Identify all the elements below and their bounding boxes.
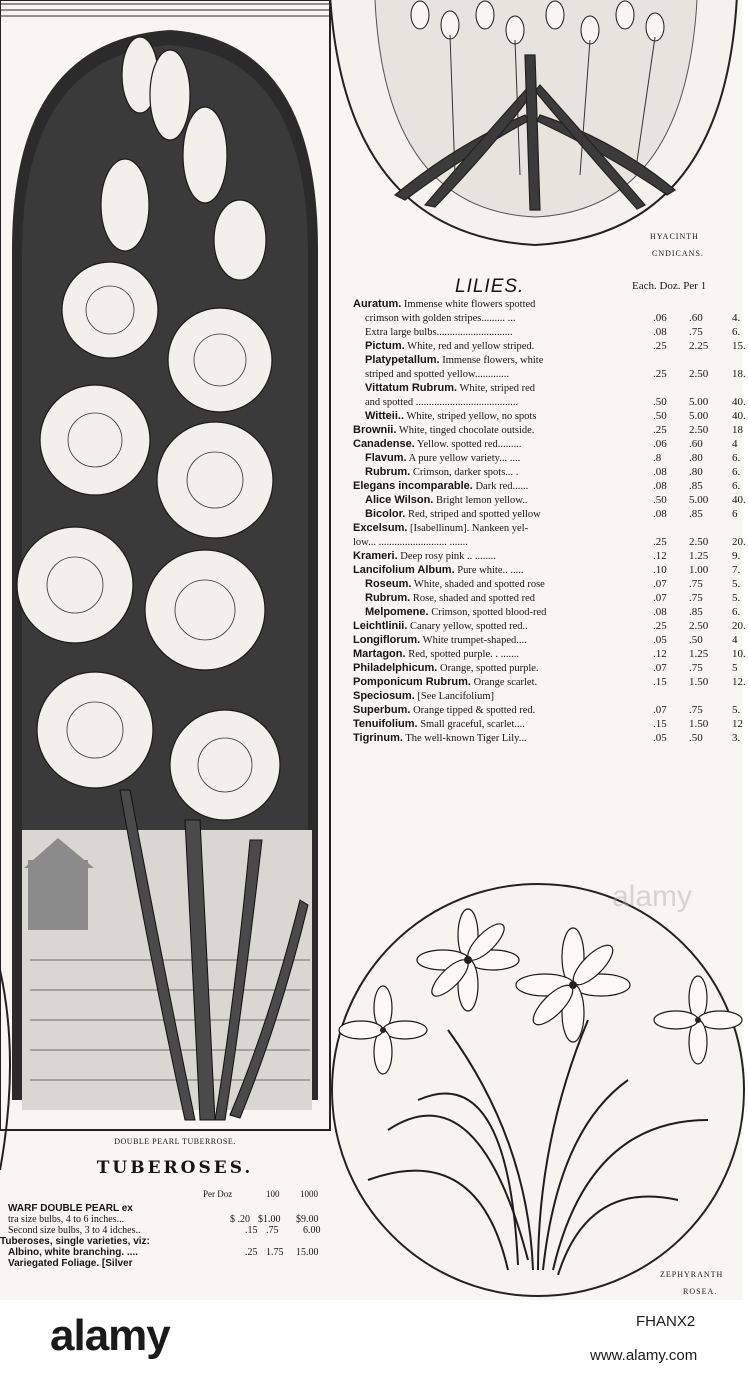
tuberoses-header-per-doz: Per Doz (203, 1189, 233, 1199)
lily-row: Pictum. White, red and yellow striped. .25 2.25 15. (365, 340, 746, 352)
tuberose-caption: DOUBLE PEARL TUBERROSE. (114, 1137, 236, 1146)
stock-watermark: alamy (612, 880, 693, 913)
lily-row: Tenuifolium. Small graceful, scarlet.... .15 1.50 12 (353, 718, 743, 730)
lily-row: Excelsum. [Isabellinum]. Nankeen yel- (353, 522, 529, 534)
zephyranthes-caption-line-2: ROSEA. (683, 1287, 718, 1296)
lily-row: Extra large bulbs............................. .08 .75 6. (365, 326, 741, 338)
tuberoses-row: Second size bulbs, 3 to 4 idches.. .15 .75 6.00 (8, 1225, 321, 1236)
lily-row: Platypetallum. Immense flowers, white (365, 354, 544, 366)
lily-row: Elegans incomparable. Dark red...... .08 .85 6. (353, 480, 741, 492)
lily-row: Witteii.. White, striped yellow, no spots .50 5.00 40. (365, 410, 746, 422)
lily-row: crimson with golden stripes......... ... .06 .60 4. (365, 312, 741, 324)
lily-row: Bicolor. Red, striped and spotted yellow .08 .85 6 (365, 508, 738, 520)
tuberoses-header-1000: 1000 (300, 1189, 318, 1199)
lilies-heading: LILIES. (455, 276, 525, 297)
lily-row: Krameri. Deep rosy pink .. ........ .12 1.25 9. (353, 550, 741, 562)
lily-row: and spotted ....................................... .50 5.00 40. (365, 396, 746, 408)
tuberoses-row: WARF DOUBLE PEARL ex (8, 1203, 133, 1214)
lily-row: Alice Wilson. Bright lemon yellow.. .50 5.00 40. (365, 494, 746, 506)
zephyranthes-illustration (328, 880, 748, 1300)
lily-row: Tigrinum. The well-known Tiger Lily... .05 .50 3. (353, 732, 741, 744)
lily-row: Melpomene. Crimson, spotted blood-red .08 .85 6. (365, 606, 741, 618)
zephyranthes-caption-line-1: ZEPHYRANTH (660, 1270, 724, 1279)
lily-row: Rubrum. Rose, shaded and spotted red .07 .75 5. (365, 592, 741, 604)
tuberoses-row: Albino, white branching. .... .25 1.75 15.00 (8, 1247, 319, 1258)
lily-row: Leichtlinii. Canary yellow, spotted red.. .25 2.50 20. (353, 620, 746, 632)
hyacinth-illustration (325, 0, 742, 245)
lily-row: Longiflorum. White trumpet-shaped.... .05 .50 4 (353, 634, 738, 646)
lily-row: Speciosum. [See Lancifolium] (353, 690, 495, 702)
lily-row: Auratum. Immense white flowers spotted (353, 298, 536, 310)
lily-row: Brownii. White, tinged chocolate outside. .25 2.50 18 (353, 424, 743, 436)
alamy-logo[interactable]: alamy (50, 1311, 170, 1360)
lily-row: striped and spotted yellow............. .25 2.50 18. (365, 368, 746, 380)
tuberose-illustration (0, 0, 330, 1130)
lily-row: Rubrum. Crimson, darker spots... . .08 .80 6. (365, 466, 741, 478)
tuberoses-header-100: 100 (266, 1189, 280, 1199)
lily-row: Vittatum Rubrum. White, striped red (365, 382, 536, 394)
lily-row: Superbum. Orange tipped & spotted red. .07 .75 5. (353, 704, 741, 716)
tuberoses-row: Tuberoses, single varieties, viz: (0, 1236, 150, 1247)
lily-row: Philadelphicum. Orange, spotted purple. .07 .75 5 (353, 662, 738, 674)
lily-row: Lancifolium Album. Pure white.. ..... .10 1.00 7. (353, 564, 741, 576)
image-id: FHANX2 (636, 1313, 696, 1330)
hyacinth-caption-line-2: CNDICANS. (652, 249, 704, 258)
hyacinth-caption-line-1: HYACINTH (650, 232, 699, 241)
site-url[interactable]: www.alamy.com (590, 1347, 698, 1364)
tuberoses-heading: TUBEROSES. (96, 1158, 254, 1178)
lily-row: Flavum. A pure yellow variety... .... .8 .80 6. (365, 452, 741, 464)
lilies-price-list (353, 298, 746, 746)
tuberoses-row: tra size bulbs, 4 to 6 inches... $ .20 $1.00 $9.00 (8, 1214, 319, 1225)
tuberoses-price-list (0, 1203, 330, 1269)
lily-row: low... .......................... ....... .25 2.50 20. (353, 536, 746, 548)
lily-row: Martagon. Red, spotted purple. . ....... .12 1.25 10. (353, 648, 746, 660)
lily-row: Pomponicum Rubrum. Orange scarlet. .15 1.50 12. (353, 676, 746, 688)
tuberoses-row: Variegated Foliage. [Silver (8, 1258, 133, 1269)
lilies-column-headers: Each. Doz. Per 1 (632, 280, 707, 292)
lily-row: Roseum. White, shaded and spotted rose .07 .75 5. (365, 578, 741, 590)
lily-row: Canadense. Yellow. spotted red......... .06 .60 4 (353, 438, 738, 450)
